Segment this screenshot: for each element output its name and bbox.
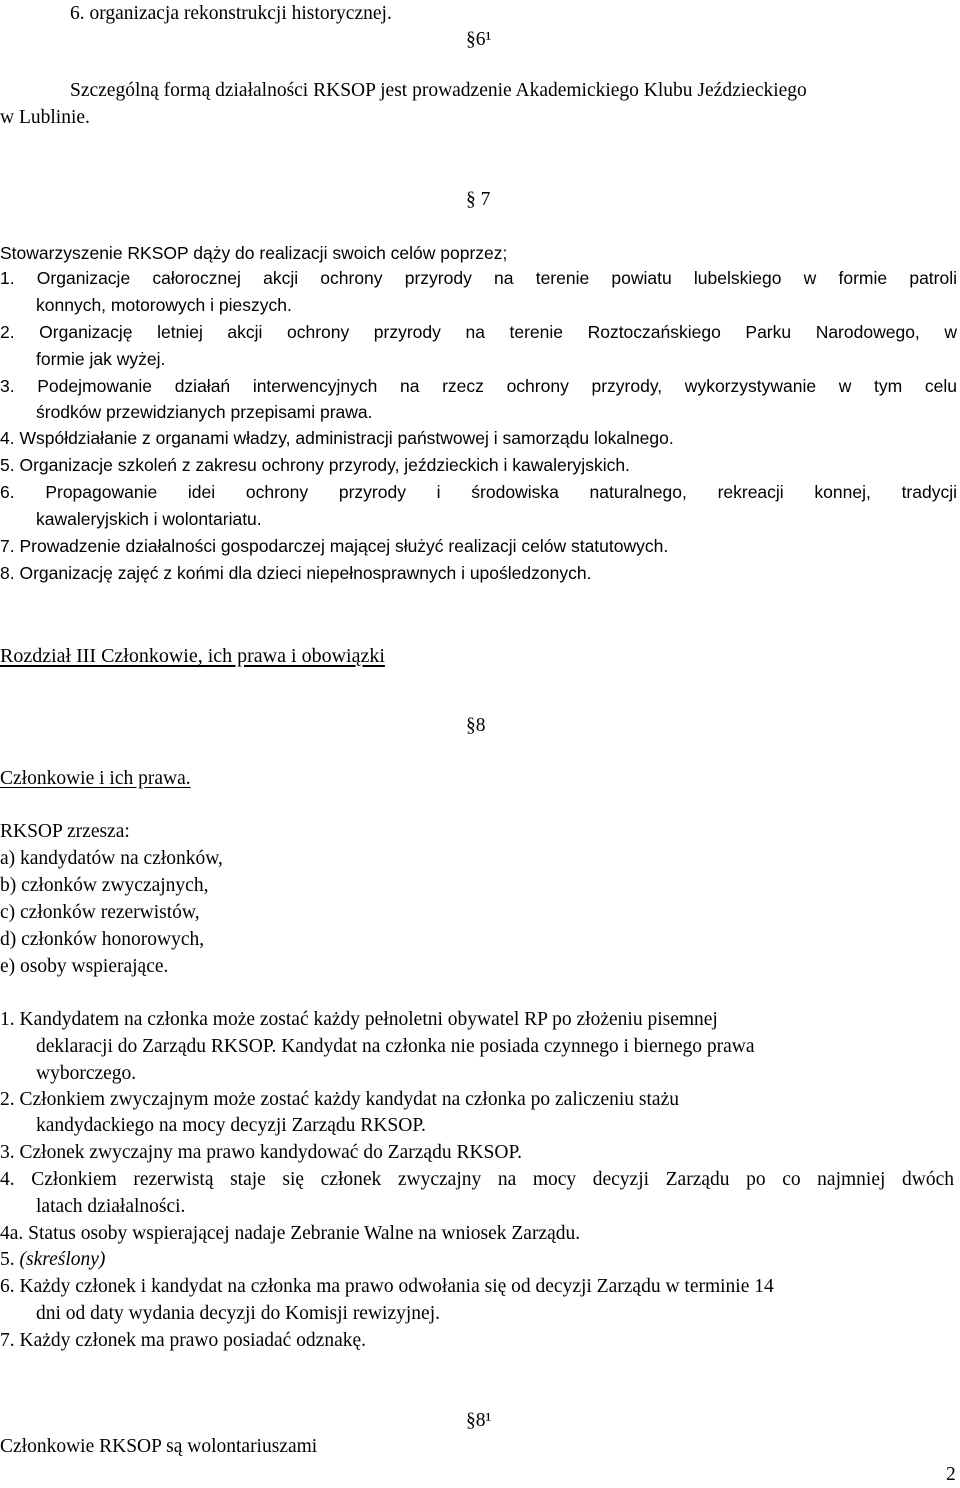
section-subtitle: Członkowie i ich prawa. bbox=[0, 768, 191, 789]
list-item-c: c) członków rezerwistów, bbox=[0, 902, 200, 923]
list-item-2-cont: formie jak wyżej. bbox=[36, 349, 166, 369]
list-item-4: 4. Członkiem rezerwistą staje się członek zwyczajny na mocy decyzji Zarządu po co najmniej dwóch bbox=[0, 1169, 954, 1190]
list-item-a: a) kandydatów na członków, bbox=[0, 848, 223, 869]
section-heading-6-1: §6¹ bbox=[466, 29, 492, 50]
list-item-e: e) osoby wspierające. bbox=[0, 956, 169, 977]
list-item-b: b) członków zwyczajnych, bbox=[0, 875, 209, 896]
list-item-1-cont: wyborczego. bbox=[36, 1063, 137, 1084]
list-item-2-cont: kandydackiego na mocy decyzji Zarządu RKSOP. bbox=[36, 1115, 426, 1136]
list-item-5 bbox=[0, 1250, 105, 1270]
list-item-1: 1. Organizacje całorocznej akcji ochrony przyrody na terenie powiatu lubelskiego w formie patroli bbox=[0, 268, 957, 288]
paragraph-line: Szczególną formą działalności RKSOP jest prowadzenie Akademickiego Klubu Jeździeckiego bbox=[70, 80, 807, 101]
chapter-title: Rozdział III Członkowie, ich prawa i obowiązki bbox=[0, 645, 385, 667]
list-item-2: 2. Członkiem zwyczajnym może zostać każdy kandydat na członka po zaliczeniu stażu bbox=[0, 1089, 679, 1110]
list-item-3: 3. Członek zwyczajny ma prawo kandydować do Zarządu RKSOP. bbox=[0, 1142, 523, 1163]
list-number: 5. bbox=[0, 1249, 20, 1270]
list-item-4-cont: latach działalności. bbox=[36, 1196, 186, 1217]
list-item-7: 7. Każdy członek ma prawo posiadać odznakę. bbox=[0, 1330, 367, 1351]
section-intro: RKSOP zrzesza: bbox=[0, 821, 130, 842]
list-item-6-cont: dni od daty wydania decyzji do Komisji rewizyjnej. bbox=[36, 1303, 440, 1324]
paragraph-line: w Lublinie. bbox=[0, 107, 90, 128]
list-item-d: d) członków honorowych, bbox=[0, 929, 205, 950]
list-item-1: 1. Kandydatem na członka może zostać każdy pełnoletni obywatel RP po złożeniu pisemnej bbox=[0, 1009, 718, 1030]
list-item-3-cont: środków przewidzianych przepisami prawa. bbox=[36, 402, 373, 422]
list-item-7: 7. Prowadzenie działalności gospodarczej mającej służyć realizacji celów statutowych. bbox=[0, 536, 669, 556]
section-heading-7: § 7 bbox=[466, 189, 491, 210]
list-item-6: 6. Każdy członek i kandydat na członka ma prawo odwołania się od decyzji Zarządu w terminie 14 bbox=[0, 1276, 774, 1297]
list-item-2: 2. Organizację letniej akcji ochrony przyrody na terenie Roztoczańskiego Parku Narodowego, w bbox=[0, 322, 957, 342]
section-heading-8: §8 bbox=[466, 715, 486, 736]
list-item-3: 3. Podejmowanie działań interwencyjnych na rzecz ochrony przyrody, wykorzystywanie w tym celu bbox=[0, 376, 957, 396]
list-item-1-cont: deklaracji do Zarządu RKSOP. Kandydat na członka nie posiada czynnego i biernego prawa bbox=[36, 1036, 755, 1057]
list-item-6: 6. organizacja rekonstrukcji historycznej. bbox=[70, 3, 392, 24]
list-item-8: 8. Organizację zajęć z końmi dla dzieci niepełnosprawnych i upośledzonych. bbox=[0, 563, 592, 583]
page-number: 2 bbox=[946, 1464, 956, 1485]
section-text: Członkowie RKSOP są wolontariuszami bbox=[0, 1436, 318, 1457]
list-item-1-cont: konnych, motorowych i pieszych. bbox=[36, 295, 292, 315]
list-item-4a: 4a. Status osoby wspierającej nadaje Zebranie Walne na wniosek Zarządu. bbox=[0, 1223, 581, 1244]
list-item-4: 4. Współdziałanie z organami władzy, administracji państwowej i samorządu lokalnego. bbox=[0, 428, 674, 448]
list-item-5: 5. Organizacje szkoleń z zakresu ochrony przyrody, jeździeckich i kawaleryjskich. bbox=[0, 455, 630, 475]
section-heading-8-1: §8¹ bbox=[466, 1410, 492, 1431]
list-item-6: 6. Propagowanie idei ochrony przyrody i środowiska naturalnego, rekreacji konnej, tradycji bbox=[0, 482, 957, 502]
section-intro: Stowarzyszenie RKSOP dąży do realizacji swoich celów poprzez; bbox=[0, 243, 508, 263]
list-item-6-cont: kawaleryjskich i wolontariatu. bbox=[36, 509, 262, 529]
struck-note: (skreślony) bbox=[19, 1249, 106, 1270]
